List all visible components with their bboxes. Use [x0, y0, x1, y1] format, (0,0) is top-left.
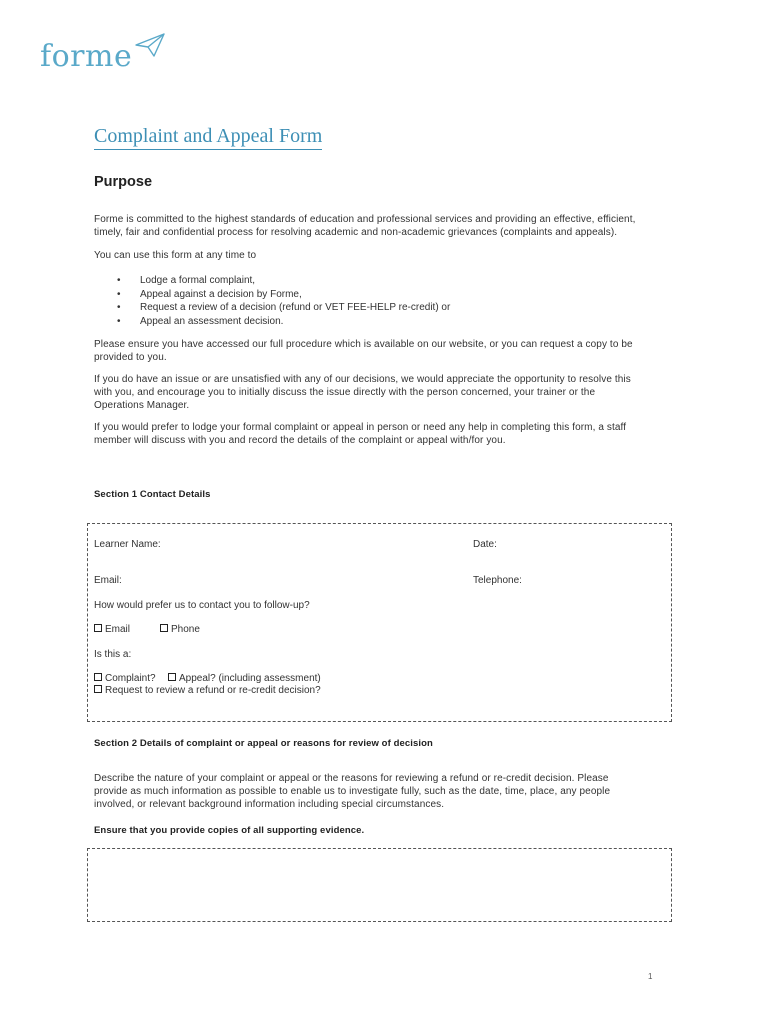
phone-option-label: Phone	[171, 624, 200, 635]
complaint-details-textarea[interactable]	[87, 848, 672, 922]
learner-name-label: Learner Name:	[94, 539, 161, 550]
email-option-label: Email	[105, 624, 131, 635]
procedure-paragraph	[94, 338, 674, 364]
describe-line: provide as much information as possible to enable us to investigate fully, such as the date, time, place, any people	[94, 786, 611, 797]
issue-line: with you, and encourage you to initially discuss the issue directly with the person concerned, your trainer or the	[94, 387, 596, 398]
forme-logo	[40, 32, 166, 72]
describe-line: Describe the nature of your complaint or appeal or the reasons for reviewing a refund or re-credit decision. Please	[94, 773, 609, 784]
paper-plane-icon	[134, 32, 166, 65]
appeal-option-label: Appeal? (including assessment)	[179, 673, 321, 684]
in-person-paragraph	[94, 421, 674, 447]
issue-line: If you do have an issue or are unsatisfied with any of our decisions, we would appreciate the opportunity to resolve this	[94, 374, 631, 385]
issue-paragraph	[94, 373, 674, 412]
complaint-checkbox[interactable]	[94, 673, 102, 681]
list-item: • Appeal an assessment decision.	[117, 315, 450, 329]
email-checkbox[interactable]	[94, 624, 102, 632]
in-person-line: If you would prefer to lodge your formal complaint or appeal in person or need any help in completing this form, a staff	[94, 422, 627, 433]
review-checkbox[interactable]	[94, 685, 102, 693]
section2-heading: Section 2 Details of complaint or appeal or reasons for review of decision	[94, 738, 433, 749]
list-item: • Request a review of a decision (refund or VET FEE-HELP re-credit) or	[117, 301, 450, 315]
evidence-note: Ensure that you provide copies of all supporting evidence.	[94, 825, 365, 836]
procedure-line: Please ensure you have accessed our full procedure which is available on our website, or you can request a copy to be	[94, 339, 633, 350]
list-item: • Appeal against a decision by Forme,	[117, 288, 450, 302]
telephone-label: Telephone:	[473, 575, 522, 586]
logo-wordmark: forme	[40, 39, 133, 74]
email-label: Email:	[94, 575, 122, 586]
describe-line: involved, or relevant background information including special circumstances.	[94, 799, 445, 810]
procedure-line: provided to you.	[94, 352, 167, 363]
purpose-heading: Purpose	[94, 174, 153, 190]
date-label: Date:	[473, 539, 497, 550]
phone-option[interactable]	[160, 624, 200, 635]
list-item: • Lodge a formal complaint,	[117, 274, 450, 288]
purpose-bullet-list	[117, 274, 450, 328]
is-this-label: Is this a:	[94, 649, 132, 660]
review-option-label: Request to review a refund or re-credit decision?	[105, 685, 321, 696]
use-intro: You can use this form at any time to	[94, 250, 257, 261]
purpose-intro	[94, 213, 674, 239]
email-option[interactable]	[94, 624, 130, 635]
in-person-line: member will discuss with you and record the details of the complaint or appeal with/for you.	[94, 435, 506, 446]
describe-paragraph	[94, 772, 674, 811]
appeal-option[interactable]	[168, 673, 321, 684]
complaint-option-label: Complaint?	[105, 673, 156, 684]
issue-line: Operations Manager.	[94, 400, 190, 411]
page-number: 1	[648, 972, 653, 981]
review-option[interactable]	[94, 685, 321, 696]
purpose-intro-line: Forme is committed to the highest standards of education and professional services and providing an effective, efficient,	[94, 214, 636, 225]
appeal-checkbox[interactable]	[168, 673, 176, 681]
phone-checkbox[interactable]	[160, 624, 168, 632]
purpose-intro-line: timely, fair and confidential process for resolving academic and non-academic grievances (complaints and appeals).	[94, 227, 618, 238]
section1-heading: Section 1 Contact Details	[94, 489, 211, 500]
complaint-option[interactable]	[94, 673, 156, 684]
contact-question: How would prefer us to contact you to follow-up?	[94, 600, 310, 611]
page-title: Complaint and Appeal Form	[94, 124, 322, 150]
